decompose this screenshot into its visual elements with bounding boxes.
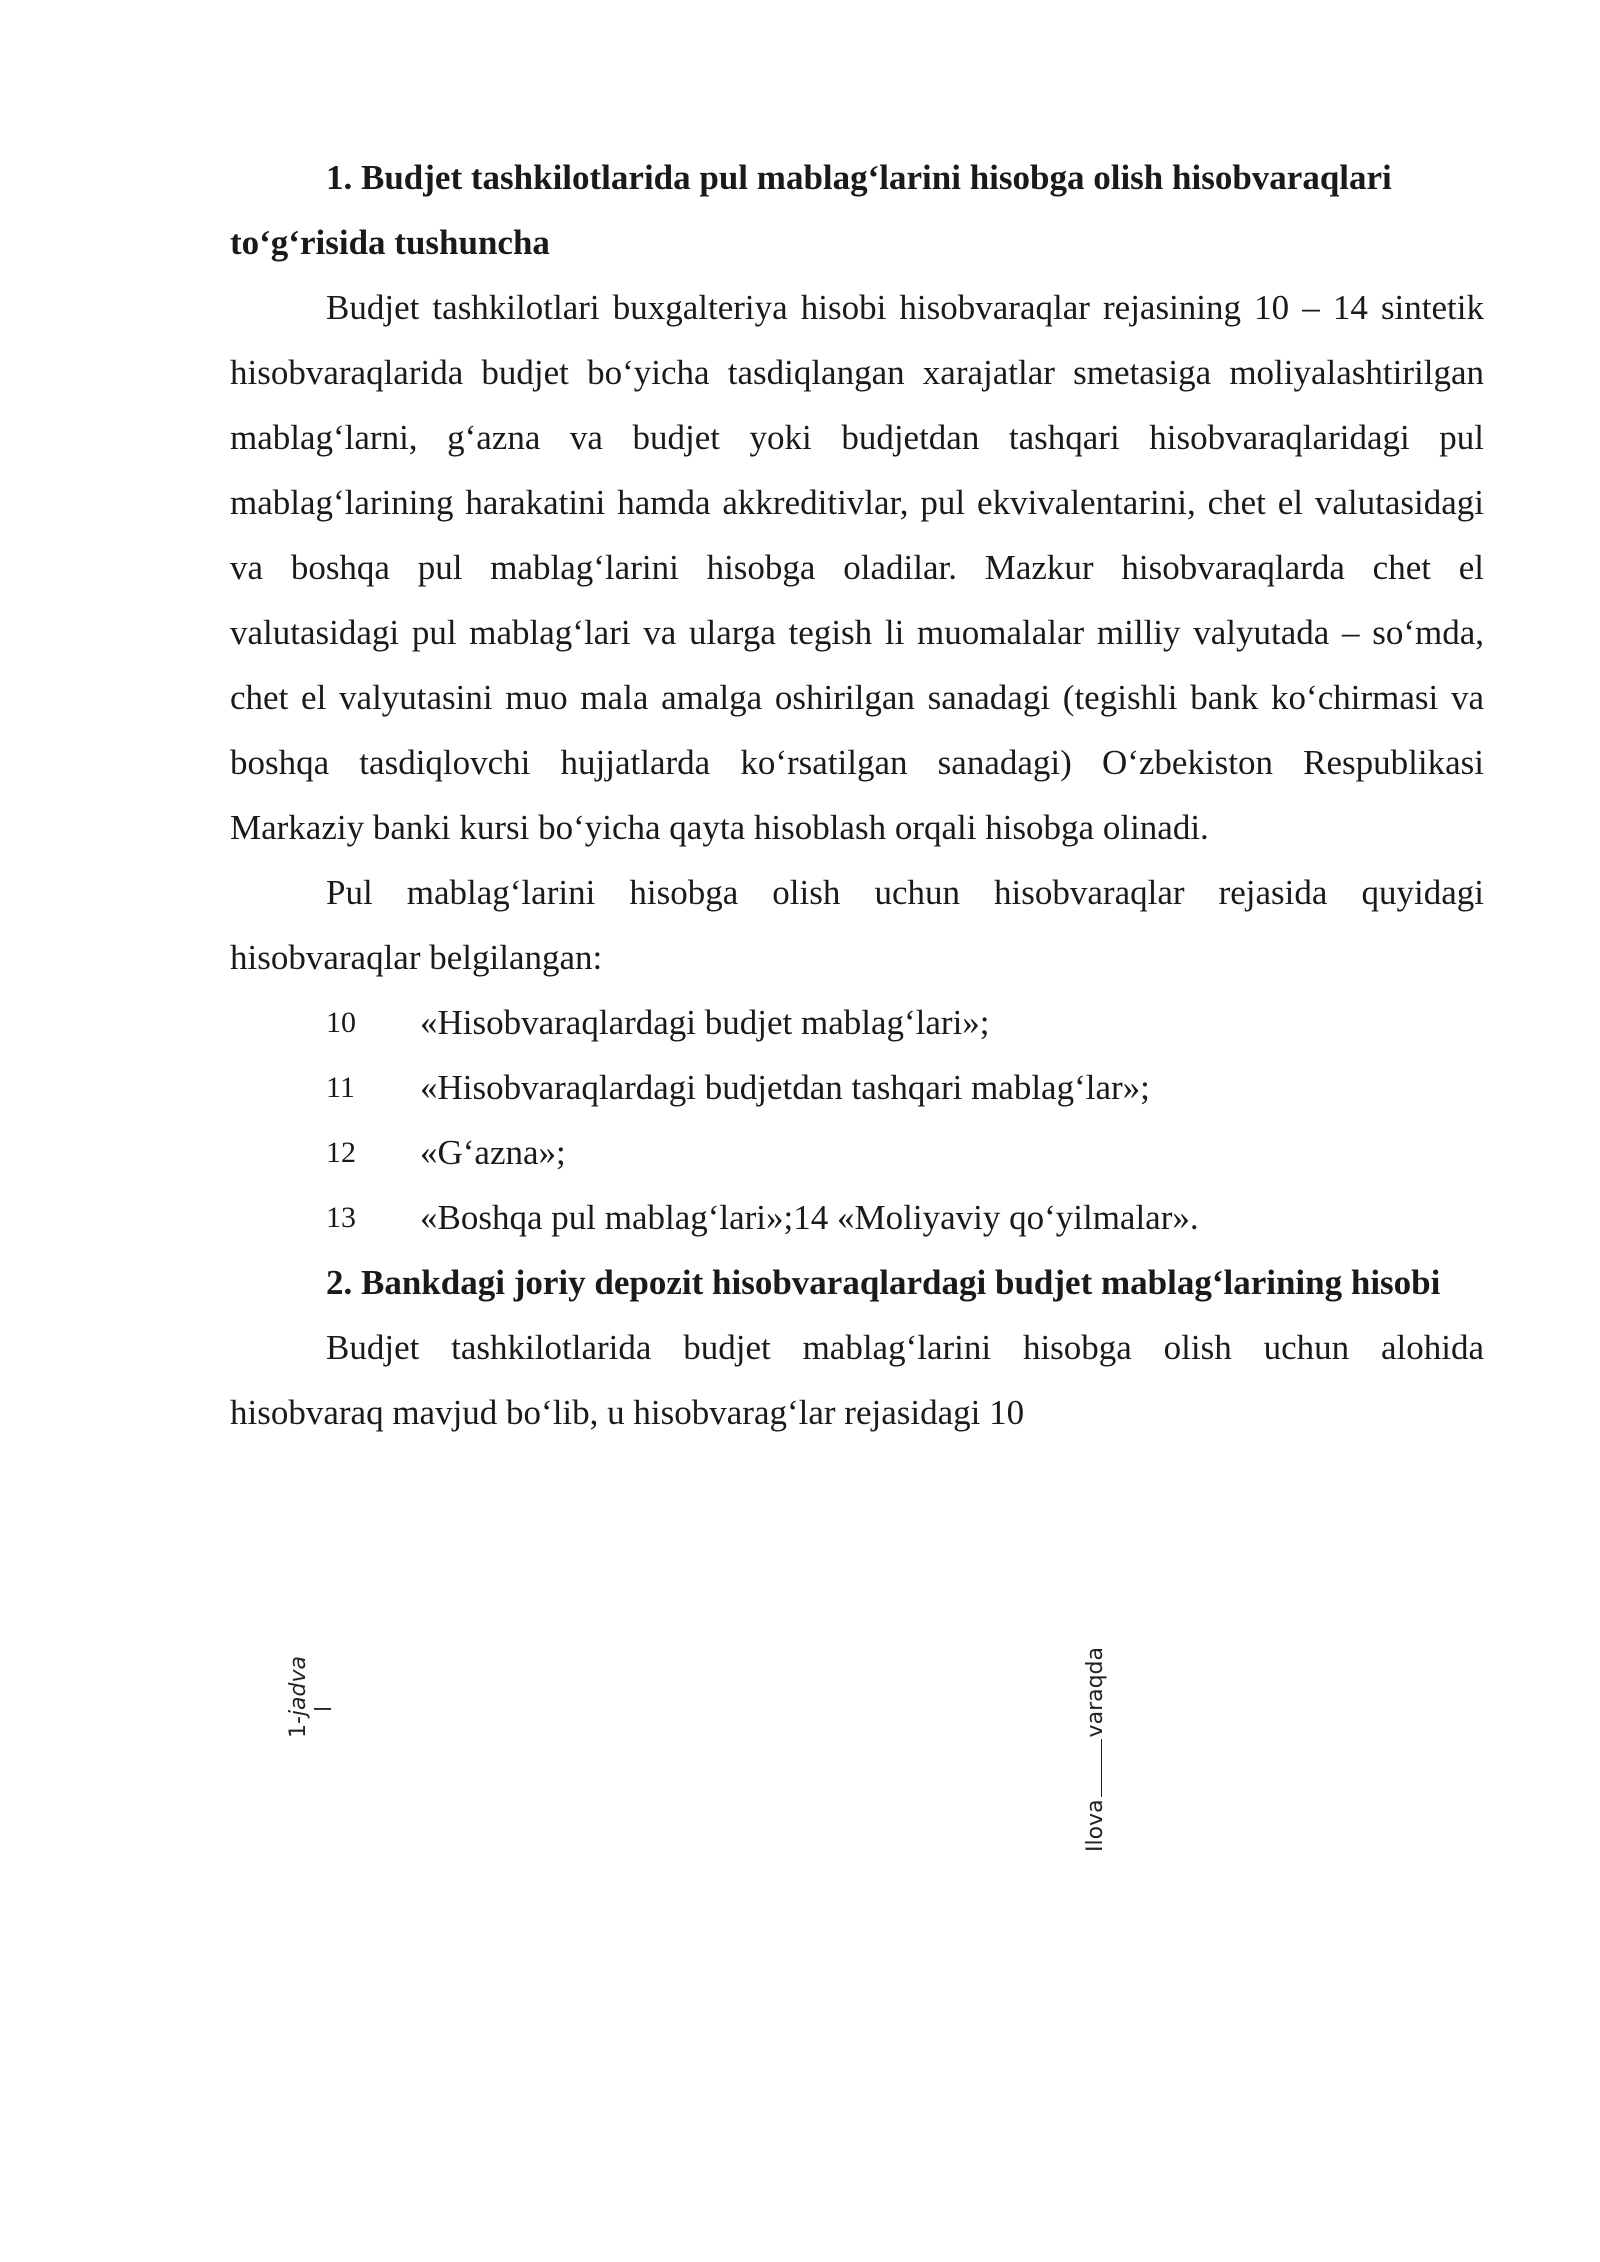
blank-line bbox=[1083, 1739, 1102, 1797]
list-item bbox=[230, 990, 1484, 1055]
table-word: jadva bbox=[286, 1656, 311, 1717]
appendix-word: Ilova bbox=[1083, 1799, 1108, 1852]
list-item bbox=[230, 1185, 1484, 1250]
list-item bbox=[230, 1120, 1484, 1185]
account-name: «Hisobvaraqlardagi budjet mablag‘lari»; bbox=[420, 1003, 990, 1042]
list-item bbox=[230, 1055, 1484, 1120]
accounts-list bbox=[230, 990, 1484, 1250]
account-name: «Hisobvaraqlardagi budjetdan tashqari mablag‘lar»; bbox=[420, 1068, 1150, 1107]
sheet-word: varaqda bbox=[1083, 1646, 1108, 1738]
table-label-rotated bbox=[286, 1656, 338, 1738]
section-1-heading: 1. Budjet tashkilotlarida pul mablag‘larini hisobga olish hisobvaraqlari to‘g‘risida tushuncha bbox=[230, 158, 1392, 262]
table-word-suffix: l bbox=[312, 1705, 337, 1712]
account-number: 10 bbox=[326, 1006, 356, 1039]
section-2-paragraph-1: Budjet tashkilotlarida budjet mablag‘larini hisobga olish uchun alohida hisobvaraq mavjud bo‘lib, u hisobvarag‘lar rejasidagi 10 bbox=[230, 1328, 1484, 1432]
section-1-paragraph-2: Pul mablag‘larini hisobga olish uchun hisobvaraqlar rejasida quyidagi hisobvaraqlar belgilangan: bbox=[230, 873, 1484, 977]
account-name: «Boshqa pul mablag‘lari»;14 «Moliyaviy qo‘yilmalar». bbox=[420, 1198, 1199, 1237]
section-1-paragraph-1: Budjet tashkilotlari buxgalteriya hisobi hisobvaraqlar rejasining 10 – 14 sintetik hisobvaraqlarida budjet bo‘yicha tasdiqlangan xarajatlar smetasiga moliyalashtirilgan mablag‘larni, g‘azna va budjet yoki budjetdan tashqari hisobvaraqlaridagi pul mablag‘larining harakatini hamda akkreditivlar, pul ekvivalentarini, chet el valutasidagi va boshqa pul mablag‘larini hisobga oladilar. Mazkur hisobvaraqlarda chet el valutasidagi pul mablag‘lari va ularga tegish li muomalalar milliy valyutada – so‘mda, chet el valyutasini muo mala amalga oshirilgan sanadagi (tegishli bank ko‘chirmasi va boshqa tasdiqlovchi hujjatlarda ko‘rsatilgan sanadagi) O‘zbekiston Respublikasi Markaziy banki kursi bo‘yicha qayta hisoblash orqali hisobga olinadi. bbox=[230, 288, 1484, 847]
table-number-prefix: 1- bbox=[286, 1716, 311, 1738]
account-number: 13 bbox=[326, 1201, 356, 1234]
document-body bbox=[230, 145, 1484, 1445]
account-name: «G‘azna»; bbox=[420, 1133, 566, 1172]
account-number: 12 bbox=[326, 1136, 356, 1169]
account-number: 11 bbox=[326, 1071, 355, 1104]
section-2-heading: 2. Bankdagi joriy depozit hisobvaraqlardagi budjet mablag‘larining hisobi bbox=[326, 1263, 1441, 1302]
appendix-label-rotated bbox=[1083, 1647, 1109, 1852]
